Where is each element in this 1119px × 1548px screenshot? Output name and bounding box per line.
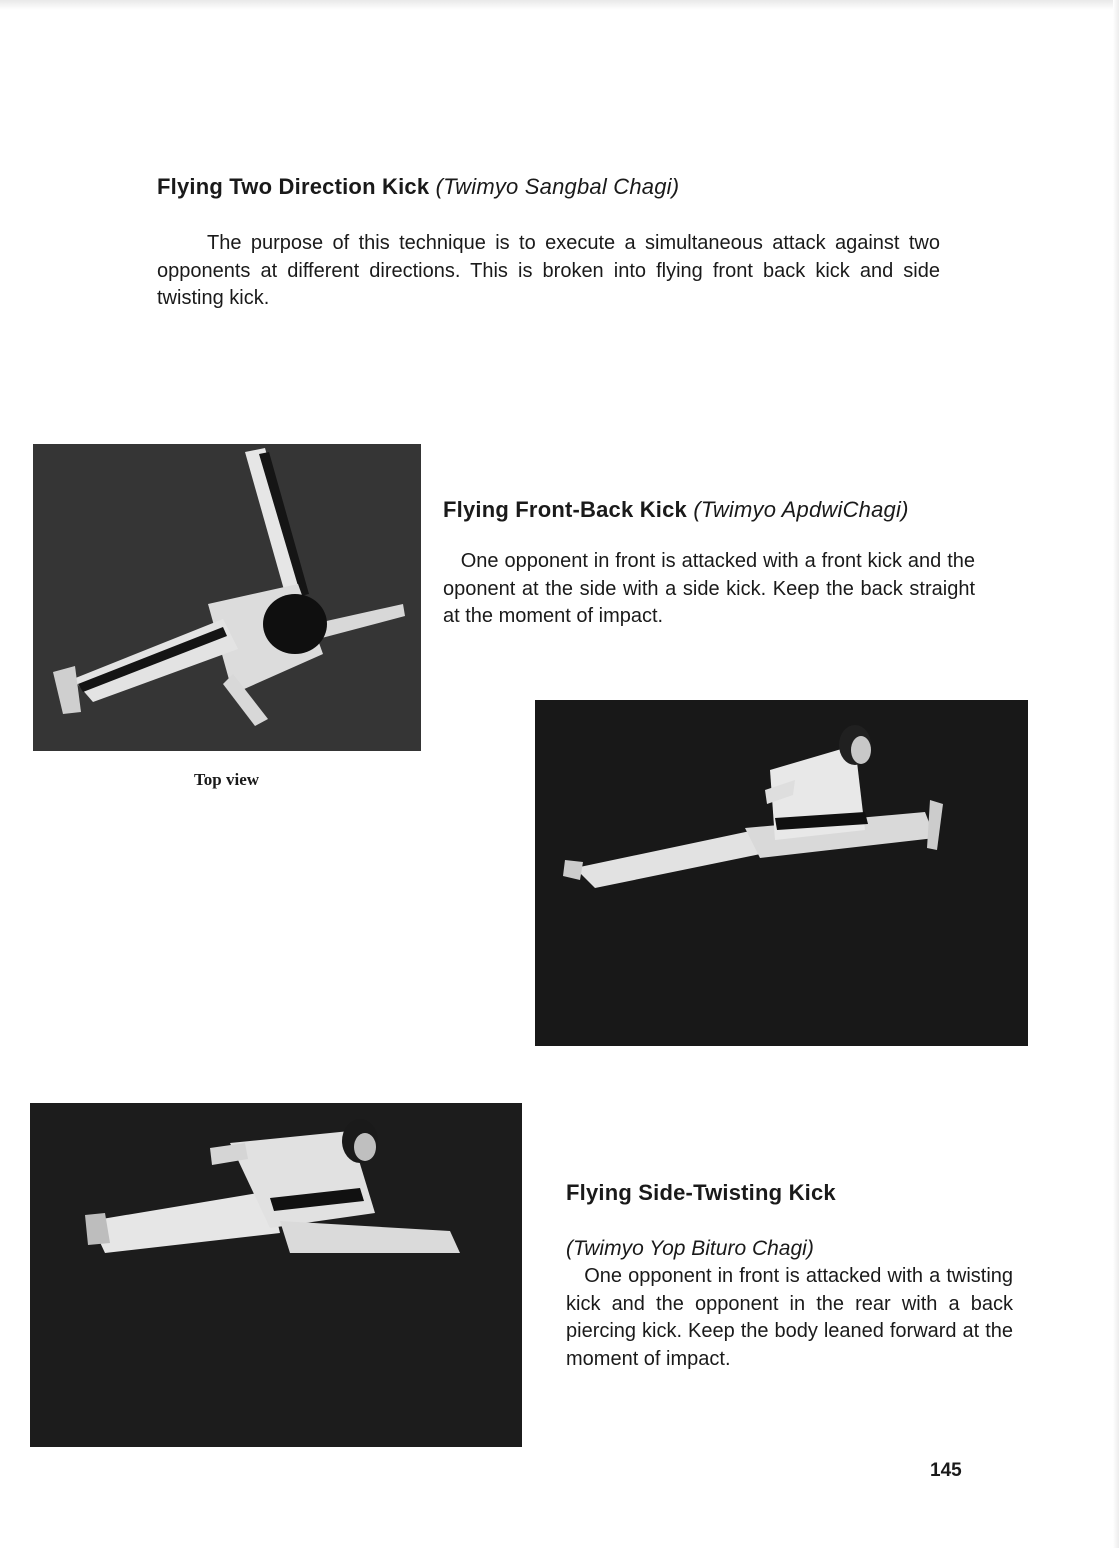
section-title-front-back-kick: Flying Front-Back Kick (Twimyo ApdwiChagi) (443, 497, 909, 522)
front-back-kick-paragraph (443, 548, 975, 631)
front-back-kick-text: One opponent in front is attacked with a front kick and the oponent at the side with a side kick. Keep the back straight at the moment of impact. (443, 550, 975, 627)
section-title-two-direction-kick: Flying Two Direction Kick (Twimyo Sangbal Chagi) (157, 174, 680, 199)
intro-paragraph (157, 230, 940, 313)
page-number: 145 (930, 1460, 962, 1481)
front-back-kick-photo (535, 700, 1028, 1046)
top-view-photo (33, 444, 421, 751)
section-title-side-twisting-kick: Flying Side-Twisting Kick (566, 1180, 836, 1205)
photo-caption: Top view (194, 770, 260, 789)
section-title-korean: (Twimyo ApdwiChagi) (693, 497, 909, 522)
section-title-korean: (Twimyo Yop Bituro Chagi) (566, 1237, 814, 1260)
section-title-korean: (Twimyo Sangbal Chagi) (435, 174, 680, 199)
side-twisting-kick-text: One opponent in front is attacked with a twisting kick and the opponent in the rear with a back piercing kick. Keep the body leaned forward at the moment of impact. (566, 1265, 1014, 1370)
intro-text: The purpose of this technique is to execute a simultaneous attack against two opponents at different directions. This is broken into flying front back kick and side twisting kick. (157, 232, 940, 309)
page-edge-shadow (1113, 0, 1119, 1548)
side-twisting-kick-paragraph (566, 1263, 1013, 1373)
side-twisting-kick-photo (30, 1103, 522, 1447)
page-top-shadow (0, 0, 1119, 10)
